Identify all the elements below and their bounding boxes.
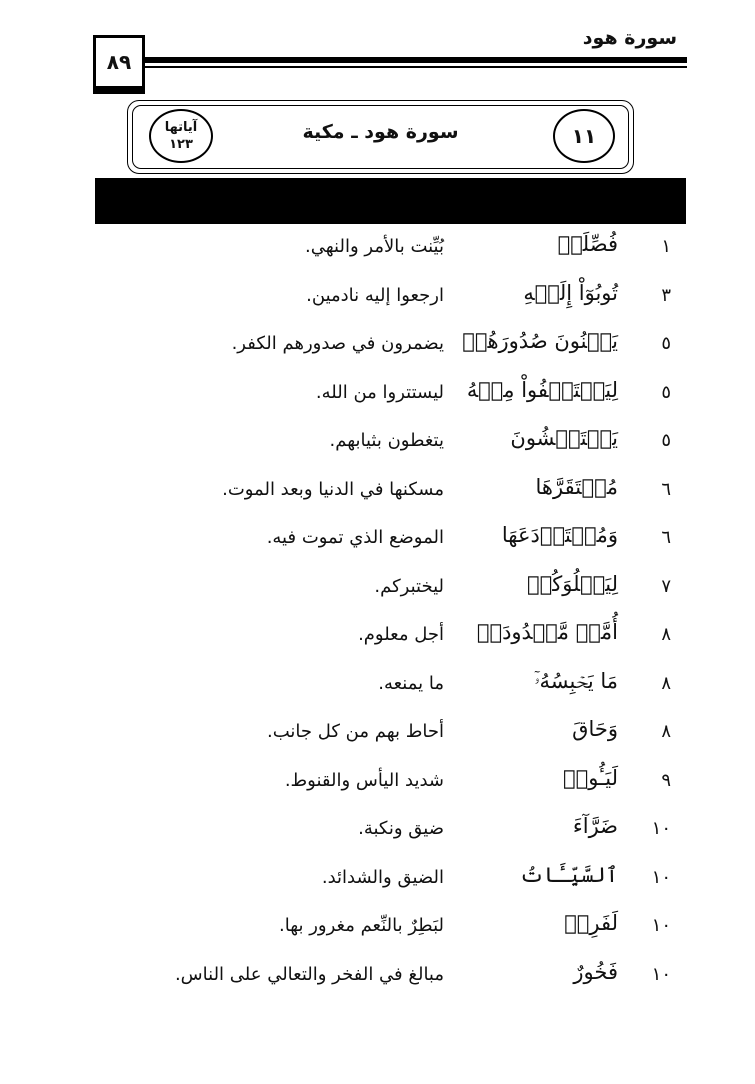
verse-number: ١٠ xyxy=(651,963,671,985)
verse-number: ٦ xyxy=(661,527,671,548)
verses-count-circle xyxy=(149,109,213,163)
verse-number: ٥ xyxy=(661,381,671,403)
quran-word: وَحَاقَ xyxy=(572,717,618,741)
quran-word: فَخُورٌ xyxy=(573,959,618,984)
header-rule-thin xyxy=(145,66,687,68)
glossary-entry xyxy=(0,911,755,960)
glossary-entry xyxy=(0,426,755,475)
verse-number: ١٠ xyxy=(651,818,671,839)
surah-number-circle xyxy=(553,109,615,163)
quran-word: لِيَسۡتَخۡفُواْ مِنۡهُ xyxy=(466,377,618,402)
quran-word: لِيَبۡلُوَكُمۡ xyxy=(527,571,618,596)
quran-word: يَسۡتَغۡشُونَ xyxy=(510,426,618,450)
quran-word: ٱلسَّيِّـَٔاتُ xyxy=(519,862,618,887)
verse-number: ٥ xyxy=(661,430,671,451)
verse-number: ٨ xyxy=(661,721,671,742)
quran-word: مَا يَحۡبِسُهُۥٓ xyxy=(534,668,618,693)
word-meaning: يتغطون بثيابهم. xyxy=(329,430,444,451)
quran-word: أُمَّةٖ مَّعۡدُودَةٖ xyxy=(476,620,618,644)
quran-word: مُسۡتَقَرَّهَا xyxy=(535,474,618,499)
verse-number: ٩ xyxy=(661,769,671,791)
glossary-entry xyxy=(0,766,755,815)
running-title: سورة هود xyxy=(582,27,677,49)
quran-word: لَفَرِحٞ xyxy=(564,911,618,935)
glossary-entry xyxy=(0,475,755,524)
word-meaning: مسكنها في الدنيا وبعد الموت. xyxy=(222,478,444,500)
word-meaning: ليختبركم. xyxy=(374,575,444,597)
word-meaning: شديد اليأس والقنوط. xyxy=(284,769,444,791)
glossary-entry xyxy=(0,863,755,912)
verses-label: آياتها xyxy=(164,120,198,135)
verse-number: ٦ xyxy=(661,478,671,500)
glossary-list xyxy=(0,232,755,1008)
glossary-entry xyxy=(0,281,755,330)
word-meaning: ارجعوا إليه نادمين. xyxy=(306,284,444,306)
verse-number: ١٠ xyxy=(651,915,671,936)
glossary-entry xyxy=(0,960,755,1009)
surah-title: سورة هود ـ مكية xyxy=(302,121,459,143)
verse-number: ١٠ xyxy=(651,866,671,888)
verse-number: ٥ xyxy=(661,333,671,354)
word-meaning: مبالغ في الفخر والتعالي على الناس. xyxy=(174,963,444,985)
verse-number: ٨ xyxy=(661,624,671,645)
glossary-entry xyxy=(0,378,755,427)
word-meaning: يضمرون في صدورهم الكفر. xyxy=(231,333,444,354)
surah-number: ١١ xyxy=(571,124,597,148)
glossary-entry xyxy=(0,523,755,572)
glossary-entry xyxy=(0,814,755,863)
quran-word: يَثۡنُونَ صُدُورَهُمۡ xyxy=(462,329,618,353)
word-meaning: الضيق والشدائد. xyxy=(321,866,444,888)
word-meaning: الموضع الذي تموت فيه. xyxy=(266,527,444,548)
quran-word: لَيَـُٔوسٞ xyxy=(563,765,618,790)
verse-number: ٧ xyxy=(661,575,671,597)
page-number: ٨٩ xyxy=(106,50,132,74)
word-meaning: ما يمنعه. xyxy=(378,672,444,694)
header-rule-thick xyxy=(145,57,687,63)
quran-word: وَمُسۡتَوۡدَعَهَا xyxy=(501,523,618,547)
black-band xyxy=(95,178,686,224)
word-meaning: ليستتروا من الله. xyxy=(315,381,444,403)
verse-number: ١ xyxy=(661,236,671,257)
quran-word: تُوبُوٓاْ إِلَيۡهِ xyxy=(523,280,618,305)
page-number-box xyxy=(93,35,145,89)
word-meaning: أحاط بهم من كل جانب. xyxy=(267,721,444,742)
quran-word: فُصِّلَتۡ xyxy=(557,232,618,256)
verse-number: ٨ xyxy=(661,672,671,694)
word-meaning: لبَطِرٌ بالنِّعم مغرور بها. xyxy=(278,915,444,936)
glossary-entry xyxy=(0,329,755,378)
glossary-entry xyxy=(0,620,755,669)
glossary-entry xyxy=(0,717,755,766)
word-meaning: ضيق ونكبة. xyxy=(358,818,444,839)
glossary-entry xyxy=(0,669,755,718)
verse-number: ٣ xyxy=(661,284,671,306)
quran-word: ضَرَّآءَ xyxy=(572,814,618,838)
glossary-entry xyxy=(0,232,755,281)
surah-title-frame xyxy=(127,100,634,174)
verses-count: ١٢٣ xyxy=(169,137,193,152)
word-meaning: أجل معلوم. xyxy=(358,624,444,645)
glossary-entry xyxy=(0,572,755,621)
word-meaning: بُيِّنت بالأمر والنهي. xyxy=(305,236,444,257)
